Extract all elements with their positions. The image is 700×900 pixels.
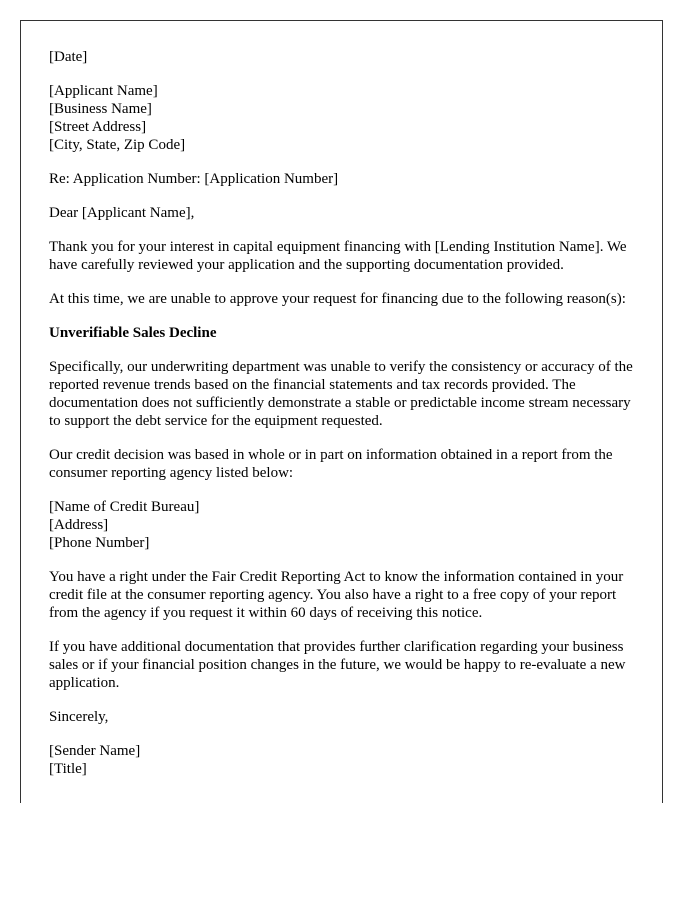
bureau-address: [Address] bbox=[49, 517, 109, 533]
sender-title: [Title] bbox=[49, 761, 87, 777]
business-name: [Business Name] bbox=[49, 101, 152, 117]
re-line: Re: Application Number: [Application Number] bbox=[49, 171, 339, 187]
rights-paragraph: You have a right under the Fair Credit Reporting Act to know the information contained in your credit file at the consumer reporting agency. You also have a right to a free copy of your report from the agency if you request it within 60 days of receiving this notice. bbox=[49, 569, 624, 621]
letter-page bbox=[20, 20, 663, 803]
street-address: [Street Address] bbox=[49, 119, 147, 135]
closing-note: If you have additional documentation that provides further clarification regarding your business sales or if your financial position changes in the future, we would be happy to re-evaluate a new application. bbox=[49, 639, 626, 691]
credit-bureau-info bbox=[49, 498, 634, 552]
sender-block bbox=[49, 742, 634, 778]
date: [Date] bbox=[49, 49, 88, 65]
city-state-zip: [City, State, Zip Code] bbox=[49, 137, 186, 153]
intro-paragraph: Thank you for your interest in capital equipment financing with [Lending Institution Name]. We have carefully reviewed your application and the supporting documentation provided. bbox=[49, 239, 627, 273]
letter-body bbox=[49, 21, 634, 778]
reason-heading: Unverifiable Sales Decline bbox=[49, 325, 217, 341]
signoff: Sincerely, bbox=[49, 709, 109, 725]
sender-name: [Sender Name] bbox=[49, 743, 141, 759]
recipient-address bbox=[49, 82, 634, 154]
credit-basis-paragraph: Our credit decision was based in whole or in part on information obtained in a report from the consumer reporting agency listed below: bbox=[49, 447, 613, 481]
bureau-name: [Name of Credit Bureau] bbox=[49, 499, 200, 515]
bureau-phone: [Phone Number] bbox=[49, 535, 150, 551]
salutation: Dear [Applicant Name], bbox=[49, 205, 195, 221]
decision-paragraph: At this time, we are unable to approve your request for financing due to the following reason(s): bbox=[49, 291, 626, 307]
applicant-name: [Applicant Name] bbox=[49, 83, 158, 99]
reason-detail: Specifically, our underwriting department was unable to verify the consistency or accuracy of the reported revenue trends based on the financial statements and tax records provided. The documentation does not sufficiently demonstrate a stable or predictable income stream necessary to support the debt service for the equipment requested. bbox=[49, 359, 633, 429]
